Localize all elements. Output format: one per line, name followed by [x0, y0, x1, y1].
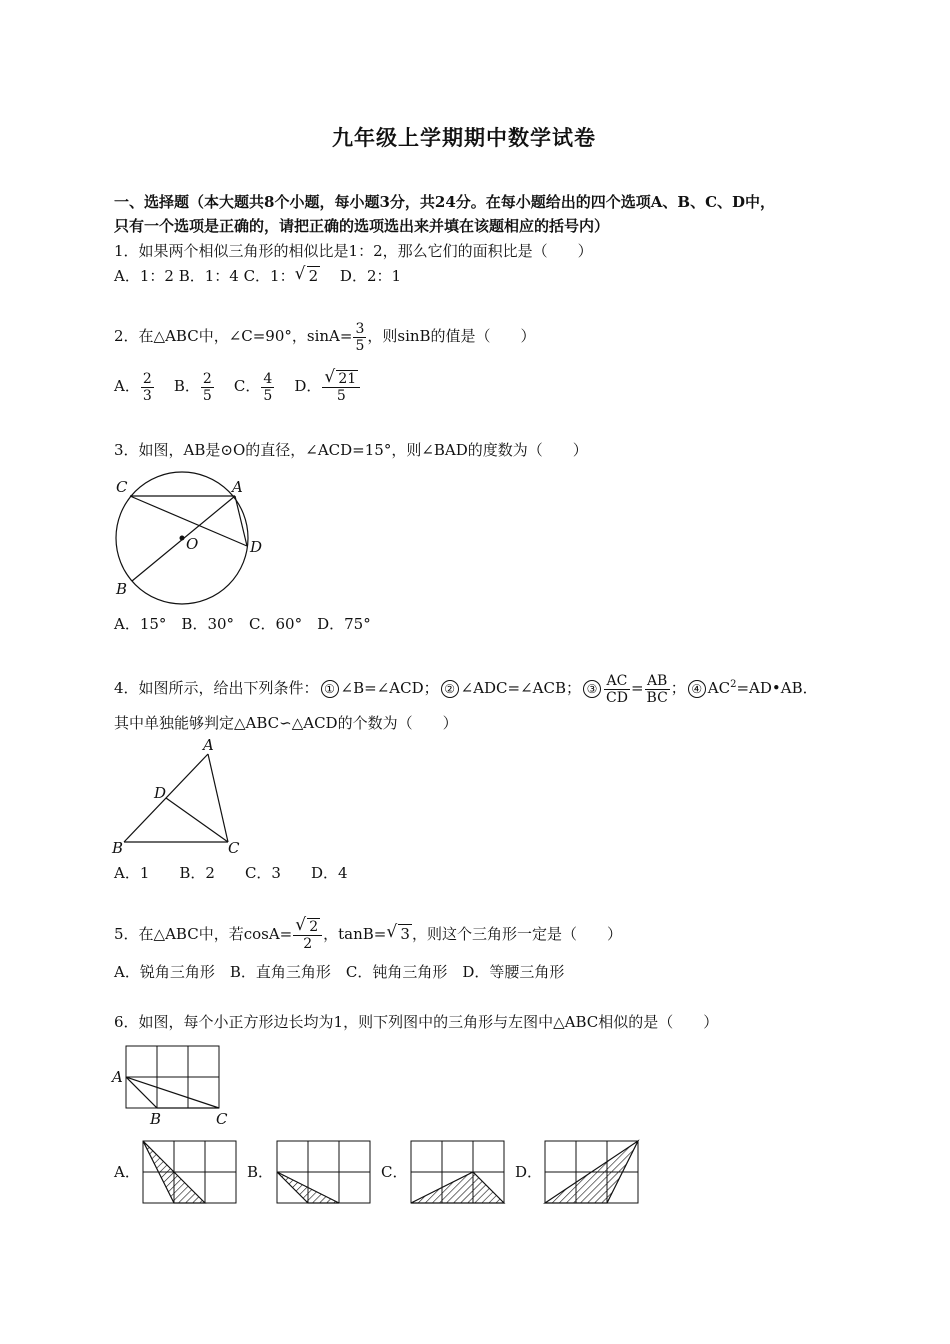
question-4-options: A．1 B．2 C．3 D．4 [114, 864, 348, 882]
q6-option-c-label: C． [381, 1163, 408, 1181]
q4-fraction-ac-cd: $\frac{AC}{CD}$ [606, 672, 628, 706]
q4-segment-dc [166, 798, 228, 842]
q4-condition-4b: =AD•AB． [736, 679, 818, 697]
section-header-line1: 一、选择题（本大题共8个小题，每小题3分，共24分。在每小题给出的四个选项A、B、C、D中， [114, 193, 776, 211]
q6-label-b: B [150, 1110, 162, 1128]
question-3-stem: 3．如图，AB是⊙O的直径，∠ACD=15°，则∠BAD的度数为（ ） [114, 441, 588, 459]
q3-label-d: D [250, 538, 263, 556]
q5-tan-sqrt: √ 3 [386, 912, 412, 956]
q6-option-c-grid [410, 1140, 506, 1204]
q1-options-prefix: A．1：2 B．1：4 C．1： [114, 267, 295, 285]
q6-option-c-triangle [411, 1172, 504, 1203]
question-2-stem [114, 318, 536, 354]
q1-sqrt-2: √ 2 [295, 266, 321, 286]
question-4-stem [114, 667, 818, 706]
question-4-stem-2: 其中单独能够判定△ABC∽△ACD的个数为（ ） [114, 714, 458, 732]
q3-label-c: C [116, 478, 128, 496]
q2-option-c-fraction: $\frac{4}{5}$ [263, 370, 273, 404]
q4-condition-2-mark: ② [441, 680, 459, 698]
q5-cos-fraction: √ $\frac{2}{2}$ [293, 919, 322, 952]
question-5-stem [114, 912, 622, 956]
q4-condition-1: ∠B=∠ACD； [340, 679, 439, 697]
q6-reference-grid [110, 1044, 240, 1134]
q2-option-a-fraction: $\frac{2}{3}$ [142, 370, 152, 404]
q3-label-o: O [186, 535, 199, 553]
q4-condition-4-exponent: 2 [730, 679, 737, 690]
question-3-options: A．15° B．30° C．60° D．75° [114, 615, 371, 633]
q6-option-b-label: B． [247, 1163, 274, 1181]
q2-stem-a: 2．在△ABC中，∠C=90°，sinA= [114, 327, 353, 345]
q5-stem-a: 5．在△ABC中，若cosA= [114, 925, 293, 943]
q6-option-d-label: D． [515, 1163, 543, 1181]
question-6-stem: 6．如图，每个小正方形边长均为1，则下列图中的三角形与左图中△ABC相似的是（ ） [114, 1013, 719, 1031]
q6-label-a: A [112, 1068, 123, 1086]
section-header-line2: 只有一个选项是正确的，请把正确的选项选出来并填在该题相应的括号内） [114, 217, 610, 235]
q6-option-a-label: A． [114, 1163, 140, 1181]
q3-circle-figure [110, 476, 270, 606]
q3-label-b: B [116, 580, 128, 598]
q4-semicolon: ； [670, 679, 686, 697]
q4-label-c: C [228, 839, 240, 857]
q6-option-b-grid [276, 1140, 372, 1204]
q4-condition-4-mark: ④ [688, 680, 706, 698]
q5-stem-b: ，tanB= [323, 925, 387, 943]
question-2-options [114, 366, 361, 406]
q2-option-b-label: B． [173, 377, 200, 395]
question-5-options: A．锐角三角形 B．直角三角形 C．钝角三角形 D．等腰三角形 [114, 963, 565, 981]
q2-option-a-label: A． [114, 377, 140, 395]
q4-label-b: B [112, 839, 124, 857]
q4-condition-1-mark: ① [321, 680, 339, 698]
q2-option-c-label: C． [233, 377, 261, 395]
q2-sin-fraction: $\frac{3}{5}$ [355, 320, 365, 354]
q2-stem-b: ，则sinB的值是（ ） [367, 327, 536, 345]
q6-triangle-abc [126, 1077, 219, 1108]
q4-condition-3-mark: ③ [583, 680, 601, 698]
q4-stem-a: 4．如图所示，给出下列条件： [114, 679, 319, 697]
q1-option-d: D．2：1 [339, 267, 402, 285]
q6-option-d-grid [544, 1140, 640, 1204]
q3-label-a: A [232, 478, 243, 496]
q4-label-a: A [203, 736, 214, 754]
q6-option-a-grid [142, 1140, 238, 1204]
q3-center-dot [180, 536, 185, 541]
q4-condition-4a: AC [707, 679, 731, 697]
q4-side-ac [208, 754, 228, 842]
q2-option-d-label: D． [294, 377, 322, 395]
q2-option-b-fraction: $\frac{2}{5}$ [202, 370, 212, 404]
page-title: 九年级上学期期中数学试卷 [332, 125, 596, 150]
q4-label-d: D [154, 784, 167, 802]
question-1-options [114, 266, 401, 286]
q6-label-c: C [216, 1110, 228, 1128]
q4-condition-2: ∠ADC=∠ACB； [460, 679, 581, 697]
question-1-stem: 1．如果两个相似三角形的相似比是1：2，那么它们的面积比是（ ） [114, 242, 593, 260]
q2-option-d-fraction: √ $\frac{21}{5}$ [322, 371, 360, 404]
q4-fraction-ab-bc: $\frac{AB}{BC}$ [646, 672, 668, 706]
q4-equals: = [630, 679, 644, 697]
q4-triangle-figure [110, 736, 250, 857]
q5-stem-c: ，则这个三角形一定是（ ） [411, 925, 622, 943]
